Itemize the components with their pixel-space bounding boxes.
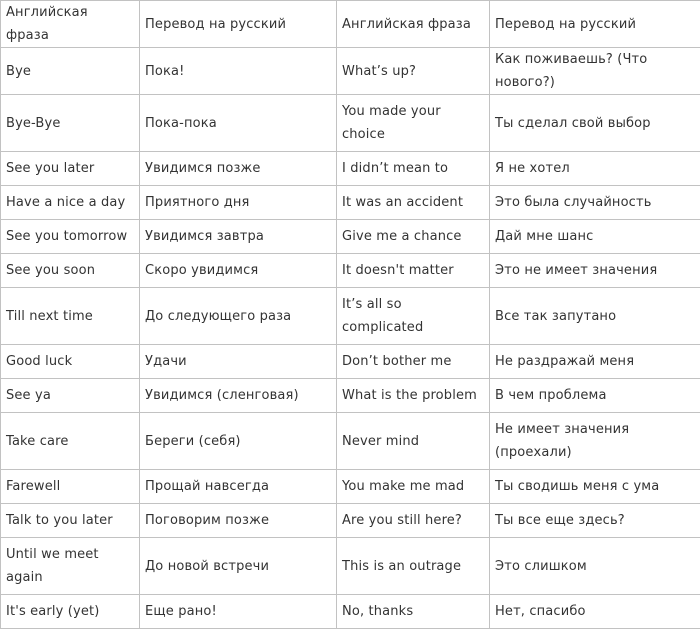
russian-translation-cell: Пока!	[140, 48, 337, 95]
table-row	[1, 288, 700, 345]
header-english-2: Английская фраза	[337, 1, 490, 48]
english-phrase-cell: It’s all so complicated	[337, 288, 490, 345]
english-phrase-cell: No, thanks	[337, 595, 490, 629]
russian-translation-cell: До следующего раза	[140, 288, 337, 345]
table-row	[1, 379, 700, 413]
english-phrase-cell: Bye	[1, 48, 140, 95]
english-phrase-cell: See ya	[1, 379, 140, 413]
russian-translation-cell: Дай мне шанс	[490, 220, 700, 254]
russian-translation-cell: Я не хотел	[490, 152, 700, 186]
english-phrase-cell: What’s up?	[337, 48, 490, 95]
english-phrase-cell: Until we meet again	[1, 538, 140, 595]
english-phrase-cell: What is the problem	[337, 379, 490, 413]
english-phrase-cell: Don’t bother me	[337, 345, 490, 379]
russian-translation-cell: Поговорим позже	[140, 504, 337, 538]
english-phrase-cell: Till next time	[1, 288, 140, 345]
english-phrase-cell: You make me mad	[337, 470, 490, 504]
russian-translation-cell: Не имеет значения (проехали)	[490, 413, 700, 470]
russian-translation-cell: Это не имеет значения	[490, 254, 700, 288]
english-phrase-cell: You made your choice	[337, 95, 490, 152]
russian-translation-cell: Прощай навсегда	[140, 470, 337, 504]
english-phrase-cell: Take care	[1, 413, 140, 470]
english-phrase-cell: I didn’t mean to	[337, 152, 490, 186]
table-row	[1, 538, 700, 595]
english-phrase-cell: Have a nice a day	[1, 186, 140, 220]
russian-translation-cell: Все так запутано	[490, 288, 700, 345]
english-phrase-cell: It's early (yet)	[1, 595, 140, 629]
table-row	[1, 48, 700, 95]
russian-translation-cell: Скоро увидимся	[140, 254, 337, 288]
russian-translation-cell: Это слишком	[490, 538, 700, 595]
russian-translation-cell: Нет, спасибо	[490, 595, 700, 629]
header-russian-1: Перевод на русский	[140, 1, 337, 48]
russian-translation-cell: Как поживаешь? (Что нового?)	[490, 48, 700, 95]
table-row	[1, 95, 700, 152]
table-row	[1, 504, 700, 538]
table-row	[1, 345, 700, 379]
russian-translation-cell: Увидимся завтра	[140, 220, 337, 254]
english-phrase-cell: See you soon	[1, 254, 140, 288]
russian-translation-cell: Приятного дня	[140, 186, 337, 220]
english-phrase-cell: It was an accident	[337, 186, 490, 220]
english-phrase-cell: Give me a chance	[337, 220, 490, 254]
english-phrase-cell: Never mind	[337, 413, 490, 470]
table-row	[1, 413, 700, 470]
english-phrase-cell: See you tomorrow	[1, 220, 140, 254]
russian-translation-cell: Ты сделал свой выбор	[490, 95, 700, 152]
russian-translation-cell: Ты все еще здесь?	[490, 504, 700, 538]
table-row	[1, 152, 700, 186]
english-phrase-cell: Bye-Bye	[1, 95, 140, 152]
table-row	[1, 186, 700, 220]
russian-translation-cell: Еще рано!	[140, 595, 337, 629]
english-phrase-cell: This is an outrage	[337, 538, 490, 595]
russian-translation-cell: Ты сводишь меня с ума	[490, 470, 700, 504]
english-phrase-cell: See you later	[1, 152, 140, 186]
english-phrase-cell: Talk to you later	[1, 504, 140, 538]
russian-translation-cell: Удачи	[140, 345, 337, 379]
table-row	[1, 254, 700, 288]
table-row	[1, 220, 700, 254]
header-russian-2: Перевод на русский	[490, 1, 700, 48]
table-row	[1, 595, 700, 629]
russian-translation-cell: Пока-пока	[140, 95, 337, 152]
table-header-row	[1, 1, 700, 48]
english-phrase-cell: Good luck	[1, 345, 140, 379]
table-row	[1, 470, 700, 504]
english-phrase-cell: It doesn't matter	[337, 254, 490, 288]
russian-translation-cell: Это была случайность	[490, 186, 700, 220]
russian-translation-cell: Увидимся позже	[140, 152, 337, 186]
russian-translation-cell: В чем проблема	[490, 379, 700, 413]
header-english-1: Английская фраза	[1, 1, 140, 48]
english-phrase-cell: Farewell	[1, 470, 140, 504]
russian-translation-cell: Увидимся (сленговая)	[140, 379, 337, 413]
russian-translation-cell: Не раздражай меня	[490, 345, 700, 379]
russian-translation-cell: До новой встречи	[140, 538, 337, 595]
russian-translation-cell: Береги (себя)	[140, 413, 337, 470]
english-phrase-cell: Are you still here?	[337, 504, 490, 538]
